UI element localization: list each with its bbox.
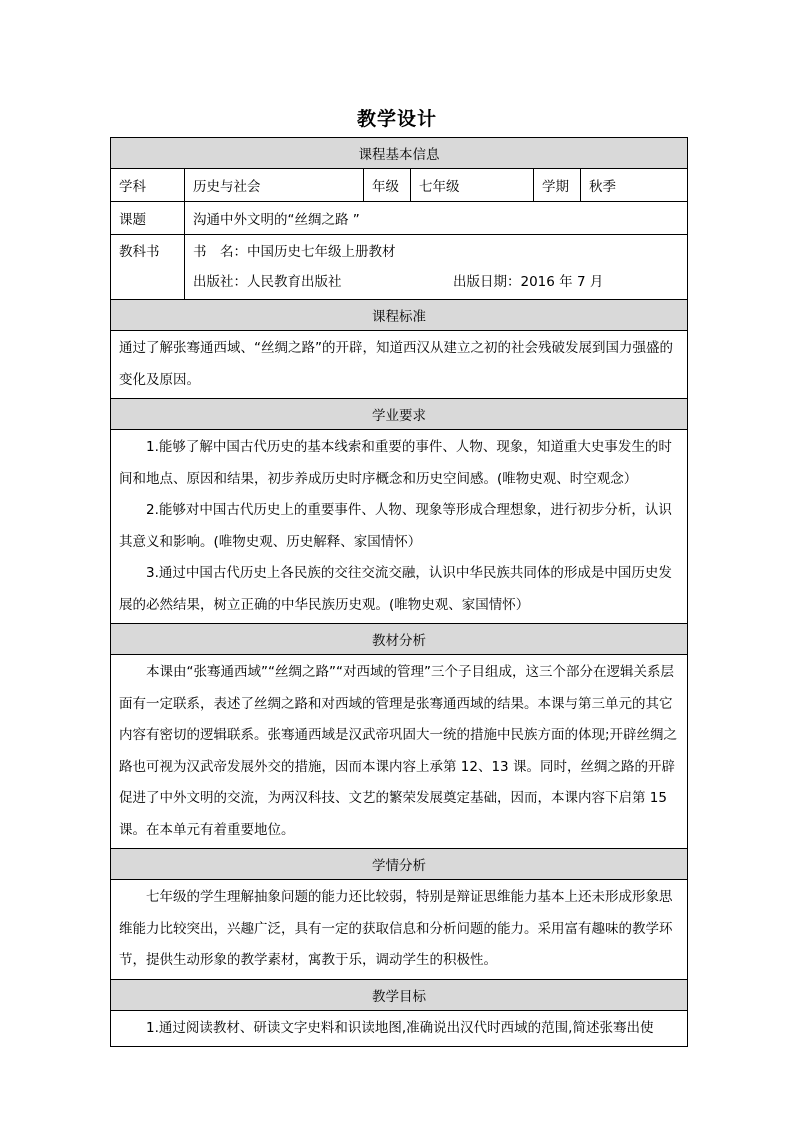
page-title: 教学设计	[356, 108, 437, 130]
grade-value: 七年级	[411, 169, 534, 202]
students-paragraph: 七年级的学生理解抽象问题的能力还比较弱，特别是辩证思维能力基本上还未形成形象思维能力比较突出，兴趣广泛，具有一定的获取信息和分析问题的能力。采用富有趣味的教学环节，提供生动形象的教学素材，寓教于乐，调动学生的积极性。	[119, 889, 673, 968]
subject-label: 学科	[111, 169, 185, 202]
goals-text	[111, 1010, 688, 1047]
textbook-label: 教科书	[111, 235, 185, 300]
requirements-text	[111, 430, 688, 624]
subject-value: 历史与社会	[185, 169, 364, 202]
requirement-item: 2.能够对中国古代历史上的重要事件、人物、现象等形成合理想象，进行初步分析，认识其意义和影响。(唯物史观、历史解释、家国情怀）	[119, 502, 672, 550]
grade-label: 年级	[364, 169, 411, 202]
goal-item: 1.通过阅读教材、研读文字史料和识读地图,准确说出汉代时西域的范围,简述张骞出使	[146, 1019, 654, 1036]
section-header-standard: 课程标准	[111, 300, 688, 331]
publisher: 出版社：人民教育出版社	[193, 274, 342, 290]
section-header-requirements: 学业要求	[111, 399, 688, 430]
term-value: 秋季	[581, 169, 688, 202]
publish-date: 出版日期：2016 年 7 月	[453, 274, 604, 290]
section-header-material: 教材分析	[111, 624, 688, 655]
material-paragraph: 本课由“张骞通西域”“丝绸之路”“对西域的管理”三个子目组成，这三个部分在逻辑关系层面有一定联系，表述了丝绸之路和对西域的管理是张骞通西域的结果。本课与第三单元的其它内容有密切的逻辑联系。张骞通西域是汉武帝巩固大一统的措施中民族方面的体现;开辟丝绸之路也可视为汉武帝发展外交的措施，因而本课内容上承第 12、13 课。同时，丝绸之路的开辟促进了中外文明的交流，为两汉科技、文艺的繁荣发展奠定基础，因而，本课内容下启第 15 课。在本单元有着重要地位。	[119, 664, 678, 838]
standard-paragraph: 通过了解张骞通西域、“丝绸之路”的开辟，知道西汉从建立之初的社会残破发展到国力强盛的变化及原因。	[119, 340, 673, 388]
term-label: 学期	[534, 169, 581, 202]
material-text	[111, 655, 688, 849]
standard-text	[111, 331, 688, 399]
section-header-basic-info: 课程基本信息	[111, 138, 688, 169]
topic-label: 课题	[111, 202, 185, 235]
section-header-goals: 教学目标	[111, 979, 688, 1010]
lesson-plan-table	[110, 137, 688, 1047]
topic-value: 沟通中外文明的“丝绸之路 ”	[185, 202, 688, 235]
section-header-students: 学情分析	[111, 849, 688, 880]
book-name: 书 名：中国历史七年级上册教材	[193, 244, 396, 260]
textbook-info	[185, 235, 688, 300]
students-text	[111, 880, 688, 980]
requirement-item: 3.通过中国古代历史上各民族的交往交流交融，认识中华民族共同体的形成是中国历史发展的必然结果，树立正确的中华民族历史观。(唯物史观、家国情怀）	[119, 565, 672, 613]
requirement-item: 1.能够了解中国古代历史的基本线索和重要的事件、人物、现象，知道重大史事发生的时间和地点、原因和结果，初步养成历史时序概念和历史空间感。(唯物史观、时空观念）	[119, 439, 672, 487]
